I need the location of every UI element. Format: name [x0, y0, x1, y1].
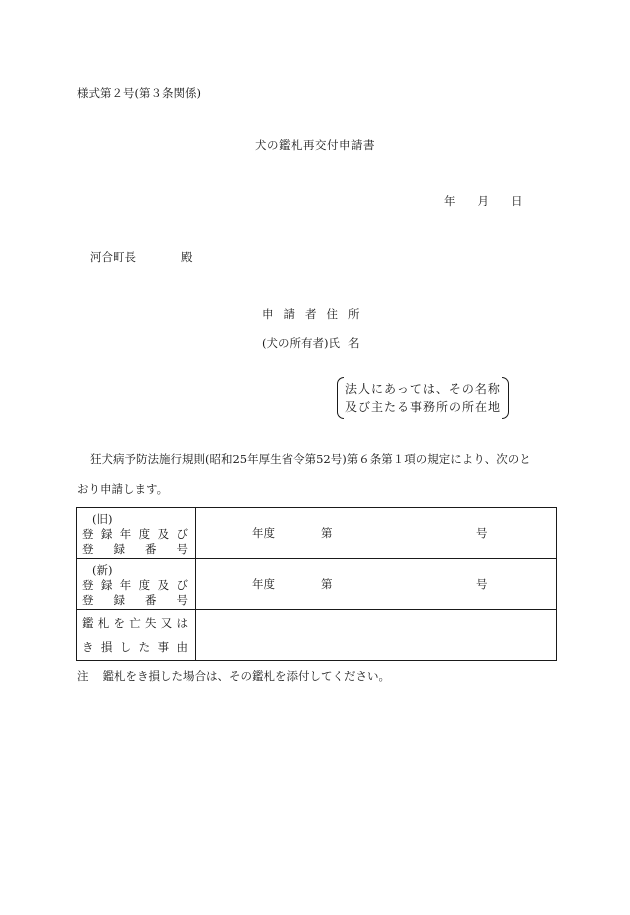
new-label-line2	[82, 593, 188, 608]
new-registration-value-cell[interactable]	[196, 559, 557, 610]
label-char: 登	[82, 592, 94, 607]
addressee	[90, 249, 193, 265]
old-dai-label: 第	[321, 526, 333, 540]
table-row-new-registration	[77, 559, 557, 610]
old-registration-value-cell[interactable]	[196, 508, 557, 559]
addressee-name: 河合町長	[90, 250, 136, 264]
label-char: 札	[97, 616, 110, 630]
label-char: 由	[176, 640, 188, 654]
label-char: 損	[100, 640, 113, 654]
label-char: 録	[113, 592, 125, 607]
document-title: 犬の鑑札再交付申請書	[255, 138, 375, 152]
label-char: は	[176, 616, 188, 630]
applicant-address-label: 申請者住所	[262, 307, 370, 321]
old-label-line1	[82, 527, 188, 542]
bracket-right	[502, 377, 509, 419]
applicant-name-label	[262, 335, 359, 351]
bracket-left	[337, 377, 344, 419]
label-char: 号	[176, 592, 188, 607]
label-char: 度	[138, 577, 151, 592]
corporation-note-line1: 法人にあっては、その名称	[345, 382, 501, 396]
table-row-reason	[77, 610, 557, 661]
label-char: 事	[157, 640, 170, 654]
reason-label-line1	[82, 611, 188, 635]
old-year-label: 年度	[252, 526, 275, 540]
new-year-label: 年度	[252, 577, 275, 591]
body-text-line2: おり申請します。	[77, 482, 169, 496]
note-prefix: 注	[77, 669, 89, 683]
applicant-name-suffix: 名	[347, 336, 360, 350]
form-number: 様式第２号(第３条関係)	[77, 86, 201, 100]
table-row-old-registration	[77, 508, 557, 559]
label-char: び	[176, 526, 188, 541]
label-char: を	[113, 616, 125, 630]
date-line	[444, 193, 523, 209]
label-char: 年	[119, 577, 132, 592]
label-char: 亡	[129, 616, 141, 630]
label-char: き	[82, 640, 94, 654]
label-char: 録	[113, 541, 125, 556]
label-char: 登	[82, 577, 94, 592]
label-char: 失	[145, 616, 157, 630]
applicant-name-prefix: (犬の所有者)氏	[262, 336, 340, 350]
old-go-label: 号	[476, 526, 488, 540]
new-label-paren: (新)	[92, 562, 113, 577]
date-month-label: 月	[477, 194, 489, 208]
new-dai-label: 第	[321, 577, 333, 591]
old-label-line2	[82, 542, 188, 557]
new-label-line1	[82, 578, 188, 593]
label-char: 度	[138, 526, 151, 541]
old-label-paren: (旧)	[92, 511, 113, 526]
new-go-label: 号	[476, 577, 488, 591]
date-year-label: 年	[444, 194, 456, 208]
old-registration-label-cell	[77, 508, 196, 559]
label-char: 号	[176, 541, 188, 556]
label-char: 番	[145, 541, 157, 556]
addressee-honorific: 殿	[181, 250, 193, 264]
label-char: 登	[82, 541, 94, 556]
label-char: 録	[100, 526, 113, 541]
reason-value-cell[interactable]	[196, 610, 557, 661]
label-char: た	[138, 640, 151, 654]
body-text-line1: 狂犬病予防法施行規則(昭和25年厚生省令第52号)第６条第１項の規定により、次のと	[90, 452, 531, 466]
label-char: 登	[82, 526, 94, 541]
corporation-note	[337, 377, 509, 419]
label-char: び	[176, 577, 188, 592]
corporation-note-line2: 及び主たる事務所の所在地	[345, 400, 502, 414]
application-table	[76, 507, 557, 661]
date-day-label: 日	[511, 194, 523, 208]
label-char: 及	[157, 577, 170, 592]
label-char: 及	[157, 526, 170, 541]
reason-label-line2	[82, 635, 188, 659]
label-char: 番	[145, 592, 157, 607]
label-char: 鑑	[82, 616, 94, 630]
note-line	[77, 668, 390, 684]
note-text: 鑑札をき損した場合は、その鑑札を添付してください。	[102, 669, 390, 683]
label-char: し	[119, 640, 132, 654]
label-char: 又	[160, 616, 173, 630]
new-registration-label-cell	[77, 559, 196, 610]
reason-label-cell	[77, 610, 196, 661]
label-char: 年	[119, 526, 132, 541]
label-char: 録	[100, 577, 113, 592]
